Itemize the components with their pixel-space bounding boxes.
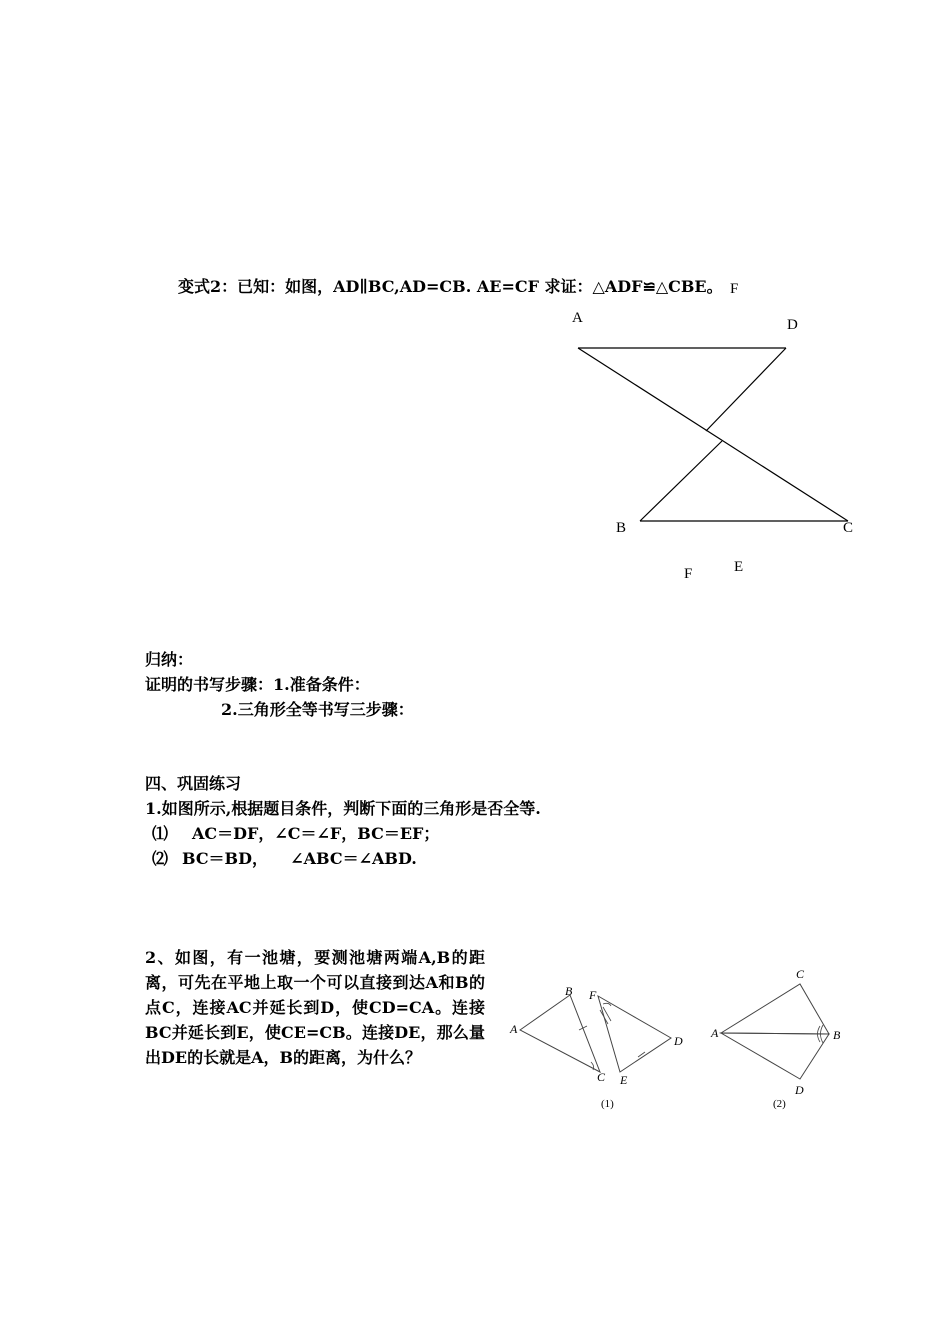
summary-line1: 证明的书写步骤：1.准备条件： bbox=[145, 675, 370, 694]
question2-text: 2、如图，有一池塘，要测池塘两端A,B的距离，可先在平地上取一个可以直接到达A和B的点C，连接AC并延长到D，使CD=CA。连接BC并延长到E，使CE=CB。连接DE，那么量出DE的长就是A，B的距离，为什么？ bbox=[145, 948, 485, 1067]
variant2-figure bbox=[560, 300, 880, 600]
label-f-bottom: F bbox=[684, 566, 693, 582]
question1-item2-number: ⑵ bbox=[152, 849, 169, 868]
label-a: A bbox=[572, 310, 583, 326]
label-f-top: F bbox=[730, 281, 739, 297]
figure-1 bbox=[505, 980, 695, 1120]
label-e: E bbox=[734, 559, 744, 575]
fig1-label-a: A bbox=[510, 1022, 518, 1036]
label-c: C bbox=[843, 520, 854, 536]
fig2-label-a: A bbox=[711, 1026, 719, 1040]
label-b: B bbox=[616, 520, 627, 536]
summary-heading: 归纳： bbox=[145, 650, 194, 669]
question1-text: 1.如图所示,根据题目条件，判断下面的三角形是否全等. bbox=[145, 799, 541, 818]
fig2-label-d: D bbox=[795, 1083, 804, 1097]
fig1-caption: (1) bbox=[601, 1098, 614, 1110]
question1-item1-text: AC＝DF，∠C＝∠F，BC＝EF； bbox=[192, 824, 440, 843]
section4-heading: 四、巩固练习 bbox=[145, 774, 242, 793]
fig1-label-c: C bbox=[597, 1070, 606, 1084]
fig2-caption: (2) bbox=[773, 1098, 786, 1110]
summary-line2: 2.三角形全等书写三步骤： bbox=[221, 700, 414, 719]
fig2-label-b: B bbox=[833, 1028, 841, 1042]
fig2-label-c: C bbox=[796, 967, 805, 981]
variant2-statement: 变式2：已知：如图，AD∥BC,AD=CB. AE=CF 求证：△ADF≌△CBE。 bbox=[178, 277, 723, 296]
fig1-label-d: D bbox=[674, 1034, 683, 1048]
fig1-label-e: E bbox=[620, 1073, 628, 1087]
segment-ac bbox=[578, 348, 848, 521]
segment-be bbox=[640, 441, 722, 521]
fig1-label-f: F bbox=[589, 988, 597, 1002]
label-d: D bbox=[787, 317, 798, 333]
fig1-label-b: B bbox=[565, 984, 573, 998]
question1-item1-number: ⑴ bbox=[152, 824, 169, 843]
segment-df bbox=[706, 348, 786, 431]
question1-item2-text: BC＝BD， ∠ABC＝∠ABD. bbox=[182, 849, 417, 868]
